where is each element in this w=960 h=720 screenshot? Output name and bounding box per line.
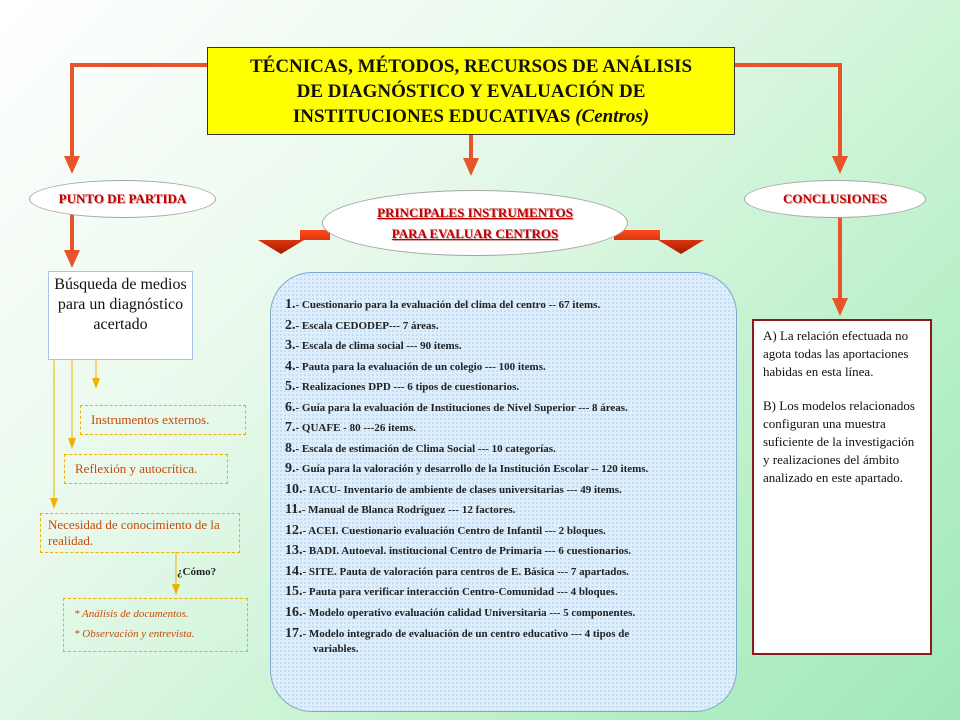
instruments-list-box bbox=[270, 272, 737, 712]
title-line-3-main: INSTITUCIONES EDUCATIVAS bbox=[292, 105, 576, 127]
instrument-number: 6. bbox=[285, 399, 296, 415]
instrument-text-continued: variables. bbox=[313, 643, 359, 655]
instrument-item bbox=[285, 500, 730, 521]
instrument-number: 13. bbox=[285, 543, 303, 558]
como-label: ¿Cómo? bbox=[177, 566, 217, 578]
instrument-number: 16. bbox=[285, 604, 303, 620]
instrument-item bbox=[285, 459, 730, 480]
instrument-item bbox=[285, 398, 730, 419]
instrument-number: 7. bbox=[285, 420, 296, 435]
instrumentos-externos-box bbox=[80, 405, 246, 435]
instrument-text: - SITE. Pauta de valoración para centros de E. Básica --- 7 apartados. bbox=[302, 565, 629, 578]
instrument-number: 17. bbox=[285, 626, 303, 641]
instrument-item bbox=[285, 336, 730, 357]
conclusion-b: B) Los modelos relacionados configuran una muestra suficiente de la investigación y realizaciones del ámbito analizado en este apartado. bbox=[763, 398, 915, 485]
instrument-item bbox=[285, 357, 730, 378]
instrument-number: 1. bbox=[285, 297, 296, 312]
instrument-text: - ACEI. Cuestionario evaluación Centro de Infantil --- 2 bloques. bbox=[302, 524, 606, 537]
instrument-text: - Escala de clima social --- 90 items. bbox=[295, 340, 462, 352]
conclusiones-label: CONCLUSIONES bbox=[782, 191, 888, 206]
main-title-box bbox=[207, 47, 735, 135]
title-line-1: TÉCNICAS, MÉTODOS, RECURSOS DE ANÁLISIS bbox=[249, 55, 693, 77]
title-line-3 bbox=[293, 104, 649, 129]
punto-de-partida-oval bbox=[29, 180, 216, 218]
instrument-text: - Guía para la valoración y desarrollo de la Institución Escolar -- 120 items. bbox=[295, 463, 649, 475]
conclusions-box bbox=[752, 319, 932, 655]
method-observacion: * Observación y entrevista. bbox=[74, 628, 195, 640]
principales-instrumentos-oval bbox=[322, 190, 628, 256]
instrument-item bbox=[285, 295, 730, 316]
arrow-title-to-conclusiones bbox=[735, 65, 840, 158]
instrument-item bbox=[285, 541, 730, 562]
instrument-number: 10. bbox=[285, 481, 303, 497]
punto-de-partida-label: PUNTO DE PARTIDA bbox=[58, 191, 187, 206]
instrument-text: - BADI. Autoeval. institucional Centro de Primaria --- 6 cuestionarios. bbox=[302, 545, 632, 557]
instrument-number: 8. bbox=[285, 440, 296, 456]
conclusiones-oval bbox=[744, 180, 926, 218]
instrument-item bbox=[285, 418, 730, 439]
instrument-item bbox=[285, 316, 730, 337]
reflexion-label: Reflexión y autocrítica. bbox=[75, 461, 198, 476]
principales-line-2: PARA EVALUAR CENTROS bbox=[391, 226, 559, 241]
instrument-item bbox=[285, 582, 730, 603]
conclusion-a: A) La relación efectuada no agota todas las aportaciones habidas en esta línea. bbox=[763, 328, 909, 379]
big-arrow-right bbox=[614, 230, 704, 254]
instrument-item bbox=[285, 623, 730, 657]
search-box: Búsqueda de medios para un diagnóstico acertado bbox=[48, 271, 193, 360]
instrument-text: - Escala de estimación de Clima Social --- 10 categorías. bbox=[295, 442, 556, 455]
instrument-number: 14. bbox=[285, 563, 303, 579]
instrument-item bbox=[285, 521, 730, 542]
instruments-list bbox=[285, 295, 730, 657]
necesidad-box bbox=[40, 513, 240, 553]
instrumentos-externos-label: Instrumentos externos. bbox=[91, 412, 210, 427]
instrument-number: 2. bbox=[285, 317, 296, 333]
instrument-item bbox=[285, 562, 730, 583]
instrument-number: 11. bbox=[285, 502, 302, 517]
instrument-text: - IACU- Inventario de ambiente de clases universitarias --- 49 items. bbox=[302, 483, 622, 496]
title-line-3-italic: (Centros) bbox=[575, 105, 650, 127]
necesidad-label: Necesidad de conocimiento de la realidad. bbox=[48, 517, 220, 548]
instrument-text: - Modelo operativo evaluación calidad Universitaria --- 5 componentes. bbox=[302, 606, 636, 619]
instrument-text: - Cuestionario para la evaluación del clima del centro -- 67 items. bbox=[295, 299, 601, 311]
instrument-text: - Modelo integrado de evaluación de un centro educativo --- 4 tipos de bbox=[302, 628, 630, 640]
instrument-number: 4. bbox=[285, 358, 296, 374]
reflexion-box bbox=[64, 454, 228, 484]
instrument-number: 5. bbox=[285, 379, 296, 394]
instrument-number: 15. bbox=[285, 584, 303, 599]
instrument-item bbox=[285, 480, 730, 501]
instrument-item bbox=[285, 377, 730, 398]
instrument-text: - QUAFE - 80 ---26 items. bbox=[295, 422, 416, 434]
instrument-text: - Pauta para la evaluación de un colegio --- 100 items. bbox=[295, 360, 546, 373]
instrument-text: - Manual de Blanca Rodríguez --- 12 factores. bbox=[301, 504, 516, 516]
instrument-item bbox=[285, 439, 730, 460]
instrument-text: - Pauta para verificar interacción Centro-Comunidad --- 4 bloques. bbox=[302, 586, 618, 598]
instrument-text: - Realizaciones DPD --- 6 tipos de cuestionarios. bbox=[295, 381, 520, 393]
arrow-title-to-punto bbox=[72, 65, 207, 158]
instrument-number: 3. bbox=[285, 338, 296, 353]
instrument-number: 12. bbox=[285, 522, 303, 538]
title-line-2: DE DIAGNÓSTICO Y EVALUACIÓN DE bbox=[296, 80, 646, 102]
methods-box bbox=[63, 598, 248, 652]
big-arrow-left bbox=[258, 230, 330, 254]
principales-line-1: PRINCIPALES INSTRUMENTOS bbox=[377, 205, 573, 220]
instrument-text: - Escala CEDODEP--- 7 áreas. bbox=[295, 319, 439, 332]
method-analisis: * Análisis de documentos. bbox=[74, 608, 189, 620]
instrument-item bbox=[285, 603, 730, 624]
instrument-number: 9. bbox=[285, 461, 296, 476]
instrument-text: - Guía para la evaluación de Instituciones de Nivel Superior --- 8 áreas. bbox=[295, 401, 628, 414]
